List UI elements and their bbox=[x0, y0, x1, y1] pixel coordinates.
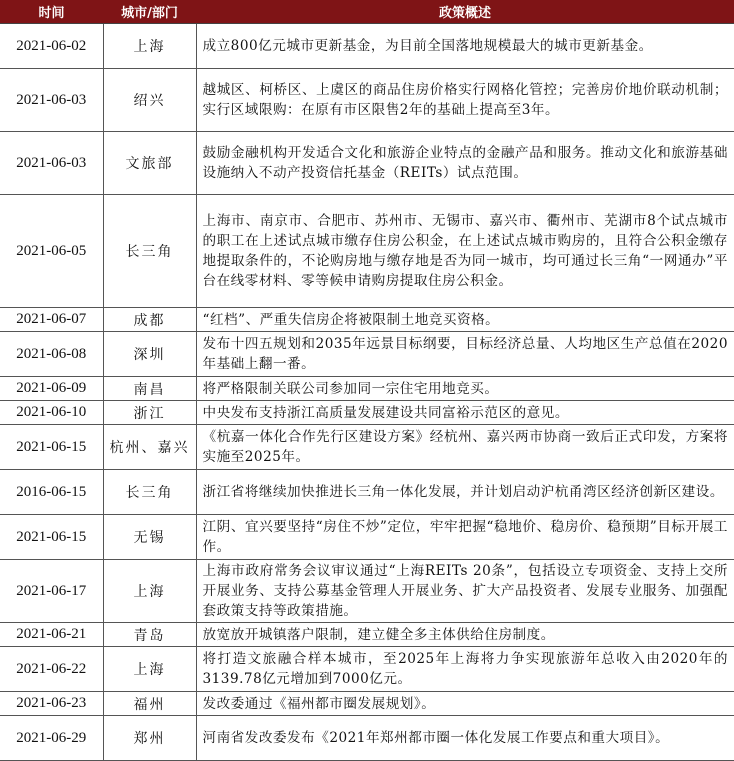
row-date: 2021-06-17 bbox=[0, 560, 103, 623]
row-city: 文旅部 bbox=[103, 132, 196, 195]
row-city: 上海 bbox=[103, 647, 196, 692]
table-row bbox=[0, 69, 734, 132]
row-city: 无锡 bbox=[103, 515, 196, 560]
row-date: 2021-06-29 bbox=[0, 716, 103, 761]
table-row bbox=[0, 515, 734, 560]
row-summary: 河南省发改委发布《2021年郑州都市圈一体化发展工作要点和重大项目》。 bbox=[196, 716, 734, 761]
row-city: 郑州 bbox=[103, 716, 196, 761]
row-city: 南昌 bbox=[103, 377, 196, 401]
row-date: 2021-06-03 bbox=[0, 132, 103, 195]
row-city: 青岛 bbox=[103, 623, 196, 647]
table-row bbox=[0, 401, 734, 425]
row-date: 2021-06-07 bbox=[0, 308, 103, 332]
row-date: 2021-06-10 bbox=[0, 401, 103, 425]
row-summary: 浙江省将继续加快推进长三角一体化发展，并计划启动沪杭甬湾区经济创新区建设。 bbox=[196, 470, 734, 515]
header-summary: 政策概述 bbox=[196, 0, 734, 24]
row-city: 长三角 bbox=[103, 470, 196, 515]
row-summary: 江阴、宜兴要坚持“房住不炒”定位，牢牢把握“稳地价、稳房价、稳预期”目标开展工作。 bbox=[196, 515, 734, 560]
row-summary: 发布十四五规划和2035年远景目标纲要，目标经济总量、人均地区生产总值在2020年基础上翻一番。 bbox=[196, 332, 734, 377]
header-row bbox=[0, 0, 734, 24]
table-row bbox=[0, 560, 734, 623]
table-header bbox=[0, 0, 734, 24]
row-city: 成都 bbox=[103, 308, 196, 332]
row-date: 2021-06-02 bbox=[0, 24, 103, 69]
row-date: 2021-06-05 bbox=[0, 195, 103, 308]
row-city: 深圳 bbox=[103, 332, 196, 377]
row-city: 绍兴 bbox=[103, 69, 196, 132]
row-city: 浙江 bbox=[103, 401, 196, 425]
row-date: 2021-06-15 bbox=[0, 515, 103, 560]
row-summary: 将严格限制关联公司参加同一宗住宅用地竞买。 bbox=[196, 377, 734, 401]
table-row bbox=[0, 24, 734, 69]
row-date: 2021-06-21 bbox=[0, 623, 103, 647]
row-summary: 中央发布支持浙江高质量发展建设共同富裕示范区的意见。 bbox=[196, 401, 734, 425]
row-city: 福州 bbox=[103, 692, 196, 716]
row-date: 2021-06-09 bbox=[0, 377, 103, 401]
row-date: 2021-06-22 bbox=[0, 647, 103, 692]
row-summary: 《杭嘉一体化合作先行区建设方案》经杭州、嘉兴两市协商一致后正式印发，方案将实施至2025年。 bbox=[196, 425, 734, 470]
table-row bbox=[0, 425, 734, 470]
row-summary: “红档”、严重失信房企将被限制土地竞买资格。 bbox=[196, 308, 734, 332]
row-summary: 鼓励金融机构开发适合文化和旅游企业特点的金融产品和服务。推动文化和旅游基础设施纳入不动产投资信托基金（REITs）试点范围。 bbox=[196, 132, 734, 195]
table-row bbox=[0, 716, 734, 761]
row-date: 2016-06-15 bbox=[0, 470, 103, 515]
table-row bbox=[0, 195, 734, 308]
table-row bbox=[0, 308, 734, 332]
row-summary: 上海市、南京市、合肥市、苏州市、无锡市、嘉兴市、衢州市、芜湖市8个试点城市的职工在上述试点城市缴存住房公积金，在上述试点城市购房的，且符合公积金缴存地提取条件的，不论购房地与缴存地是否为同一城市，均可通过长三角“一网通办”平台在线零材料、零等候申请购房提取住房公积金。 bbox=[196, 195, 734, 308]
table-row bbox=[0, 692, 734, 716]
row-city: 杭州、嘉兴 bbox=[103, 425, 196, 470]
row-summary: 发改委通过《福州都市圈发展规划》。 bbox=[196, 692, 734, 716]
row-summary: 成立800亿元城市更新基金，为目前全国落地规模最大的城市更新基金。 bbox=[196, 24, 734, 69]
table-row bbox=[0, 623, 734, 647]
row-date: 2021-06-08 bbox=[0, 332, 103, 377]
table-row bbox=[0, 377, 734, 401]
row-summary: 将打造文旅融合样本城市，至2025年上海将力争实现旅游年总收入由2020年的3139.78亿元增加到7000亿元。 bbox=[196, 647, 734, 692]
row-city: 长三角 bbox=[103, 195, 196, 308]
row-summary: 上海市政府常务会议审议通过“上海REITs 20条”，包括设立专项资金、支持上交所开展业务、支持公募基金管理人开展业务、扩大产品投资者、发展专业服务、加强配套政策支持等政策措施。 bbox=[196, 560, 734, 623]
row-city: 上海 bbox=[103, 560, 196, 623]
table-body bbox=[0, 24, 734, 761]
table-row bbox=[0, 647, 734, 692]
row-city: 上海 bbox=[103, 24, 196, 69]
row-date: 2021-06-23 bbox=[0, 692, 103, 716]
table-row bbox=[0, 332, 734, 377]
row-date: 2021-06-03 bbox=[0, 69, 103, 132]
header-date: 时间 bbox=[0, 0, 103, 24]
row-summary: 放宽放开城镇落户限制，建立健全多主体供给住房制度。 bbox=[196, 623, 734, 647]
row-summary: 越城区、柯桥区、上虞区的商品住房价格实行网格化管控；完善房价地价联动机制；实行区域限购：在原有市区限售2年的基础上提高至3年。 bbox=[196, 69, 734, 132]
row-date: 2021-06-15 bbox=[0, 425, 103, 470]
header-city: 城市/部门 bbox=[103, 0, 196, 24]
table-row bbox=[0, 470, 734, 515]
table-row bbox=[0, 132, 734, 195]
